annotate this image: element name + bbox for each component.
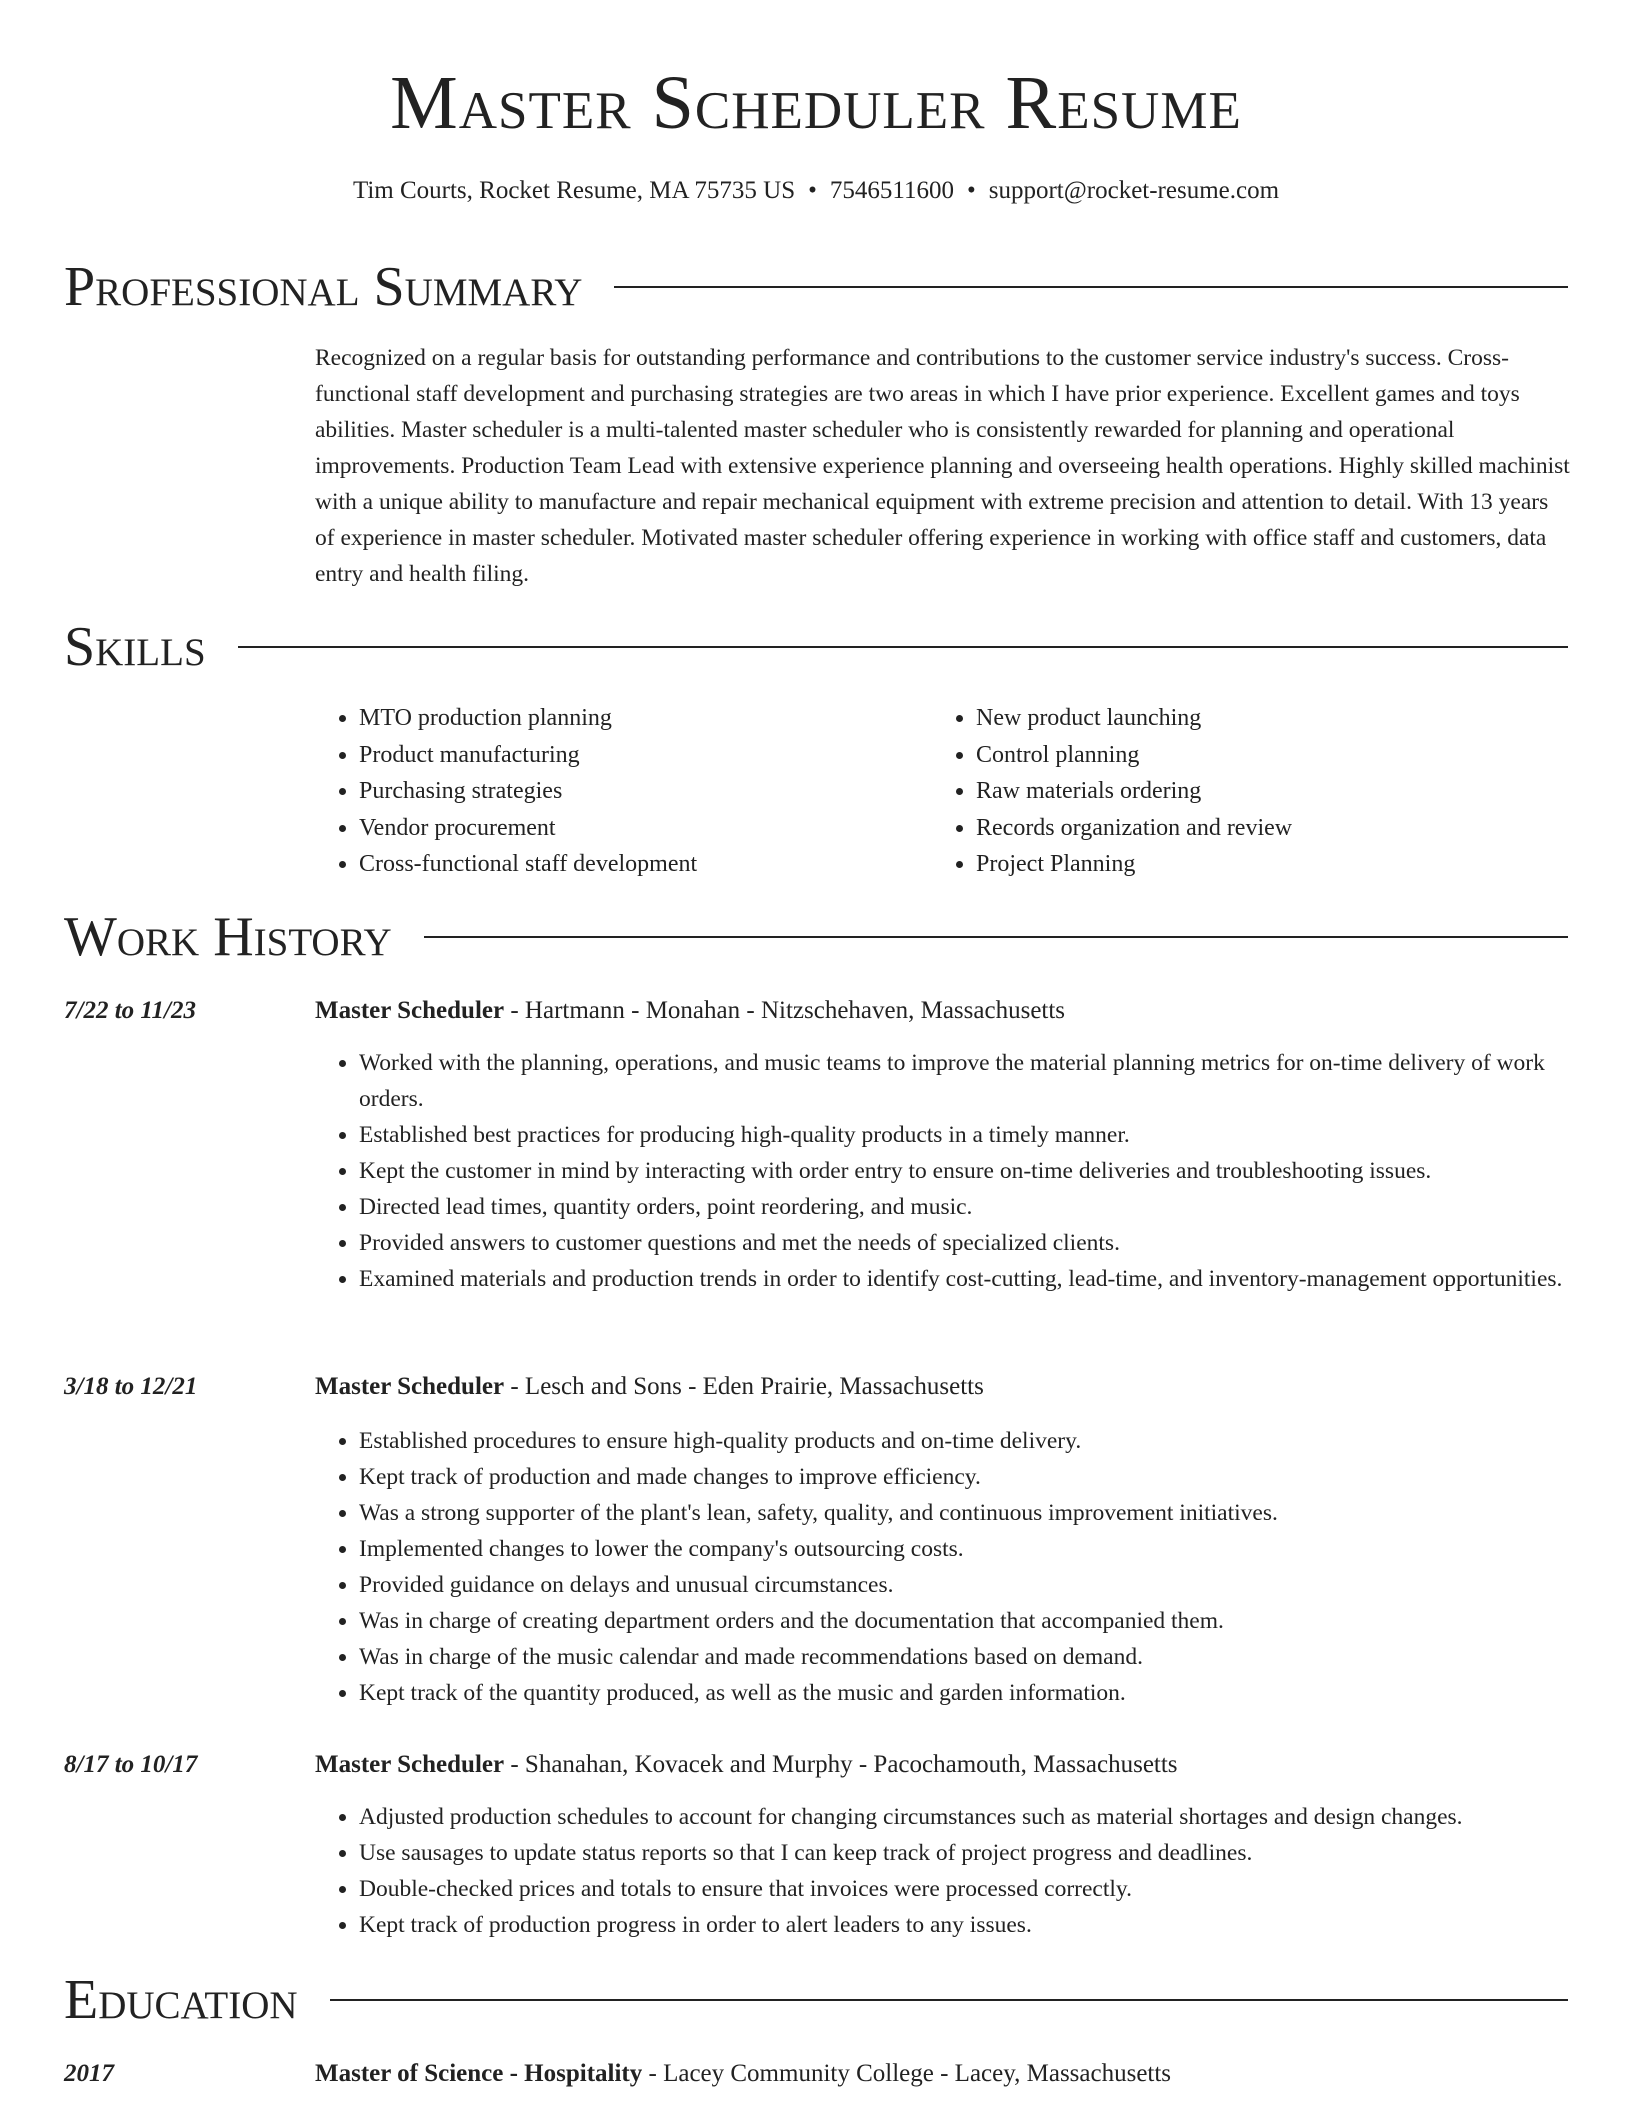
skill-item: • Product manufacturing xyxy=(359,737,932,774)
job-duty: • Kept track of production progress in order to alert leaders to any issues. xyxy=(359,1907,1570,1943)
job-duty: • Provided answers to customer questions and met the needs of specialized clients. xyxy=(359,1225,1570,1261)
job-title: Master Scheduler xyxy=(315,1373,505,1400)
job-duty: • Worked with the planning, operations, and music teams to improve the material planning metrics for on-time delivery of work orders. xyxy=(359,1045,1570,1117)
education-heading-line xyxy=(315,2056,1570,2092)
contact-email: support@rocket-resume.com xyxy=(988,177,1280,204)
education-degree: Master of Science - Hospitality xyxy=(315,2060,643,2087)
skills-heading: Skills xyxy=(64,616,206,678)
section-divider xyxy=(330,1999,1568,2001)
summary-text: Recognized on a regular basis for outstanding performance and contributions to the customer service industry's success. Cross-functional staff development and purchasing strategies are two areas in which I have prior experience. Excellent games and toys abilities. Master scheduler is a multi-talented master scheduler who is consistently rewarded for planning and operational improvements. Production Team Lead with extensive experience planning and overseeing health operations. Highly skilled machinist with a unique ability to manufacture and repair mechanical equipment with extreme precision and attention to detail. With 13 years of experience in master scheduler. Motivated master scheduler offering experience in working with office staff and customers, data entry and health filing. xyxy=(315,345,1570,587)
summary-section-header xyxy=(64,254,1568,320)
contact-line xyxy=(0,174,1632,208)
work-heading: Work History xyxy=(64,906,392,968)
page-title: Master Scheduler Resume xyxy=(390,61,1242,145)
job-duty: • Provided guidance on delays and unusual circumstances. xyxy=(359,1567,1570,1603)
job-dates: 8/17 to 10/17 xyxy=(64,1751,198,1778)
job-duty: • Directed lead times, quantity orders, point reordering, and music. xyxy=(359,1189,1570,1225)
section-divider xyxy=(238,646,1568,648)
skill-item: • New product launching xyxy=(976,700,1549,737)
job-duty: • Double-checked prices and totals to ensure that invoices were processed correctly. xyxy=(359,1871,1570,1907)
contact-phone: 7546511600 xyxy=(829,177,954,204)
job-duty: • Established best practices for producing high-quality products in a timely manner. xyxy=(359,1117,1570,1153)
skill-item: • Cross-functional staff development xyxy=(359,846,932,883)
summary-heading: Professional Summary xyxy=(64,256,583,318)
skill-item: • Vendor procurement xyxy=(359,810,932,847)
job-duties xyxy=(315,1799,1570,1943)
section-divider xyxy=(424,936,1568,938)
job-dates: 3/18 to 12/21 xyxy=(64,1373,198,1400)
job-employer: - Hartmann - Monahan - Nitzschehaven, Massachusetts xyxy=(504,997,1066,1024)
job-title: Master Scheduler xyxy=(315,997,505,1024)
contact-address: Tim Courts, Rocket Resume, MA 75735 US xyxy=(352,177,796,204)
job-duty: • Kept track of production and made changes to improve efficiency. xyxy=(359,1459,1570,1495)
skill-item: • Raw materials ordering xyxy=(976,773,1549,810)
job-employer: - Lesch and Sons - Eden Prairie, Massachusetts xyxy=(504,1373,984,1400)
skill-item: • Project Planning xyxy=(976,846,1549,883)
skills-section-header xyxy=(64,614,1568,680)
work-section-header xyxy=(64,904,1568,970)
education-section-header xyxy=(64,1967,1568,2033)
contact-separator: • xyxy=(808,177,817,204)
skill-item: • MTO production planning xyxy=(359,700,932,737)
job-duty: • Adjusted production schedules to account for changing circumstances such as material shortages and design changes. xyxy=(359,1799,1570,1835)
job-duty: • Established procedures to ensure high-quality products and on-time delivery. xyxy=(359,1423,1570,1459)
skill-item: • Control planning xyxy=(976,737,1549,774)
education-year: 2017 xyxy=(64,2060,114,2087)
education-school: - Lacey Community College - Lacey, Massachusetts xyxy=(642,2060,1172,2087)
skills-list xyxy=(315,700,1570,883)
contact-separator: • xyxy=(966,177,976,204)
job-duties xyxy=(315,1423,1570,1711)
job-duty: • Implemented changes to lower the company's outsourcing costs. xyxy=(359,1531,1570,1567)
education-heading: Education xyxy=(64,1969,298,2031)
job-title: Master Scheduler xyxy=(315,1751,505,1778)
job-heading xyxy=(315,1747,1570,1783)
section-divider xyxy=(614,286,1568,288)
job-duty: • Was in charge of creating department orders and the documentation that accompanied them. xyxy=(359,1603,1570,1639)
job-duty: • Kept the customer in mind by interacting with order entry to ensure on-time deliveries and troubleshooting issues. xyxy=(359,1153,1570,1189)
skills-column-left xyxy=(315,700,932,883)
job-heading xyxy=(315,1369,1570,1405)
job-employer: - Shanahan, Kovacek and Murphy - Pacochamouth, Massachusetts xyxy=(504,1751,1178,1778)
job-duty: • Kept track of the quantity produced, as well as the music and garden information. xyxy=(359,1675,1570,1711)
job-heading xyxy=(315,993,1570,1029)
skills-column-right xyxy=(932,700,1549,883)
job-duties xyxy=(315,1045,1570,1297)
skill-item: • Records organization and review xyxy=(976,810,1549,847)
job-duty: • Examined materials and production trends in order to identify cost-cutting, lead-time, and inventory-management opportunities. xyxy=(359,1261,1570,1297)
job-duty: • Was in charge of the music calendar and made recommendations based on demand. xyxy=(359,1639,1570,1675)
job-duty: • Was a strong supporter of the plant's lean, safety, quality, and continuous improvement initiatives. xyxy=(359,1495,1570,1531)
skill-item: • Purchasing strategies xyxy=(359,773,932,810)
job-dates: 7/22 to 11/23 xyxy=(64,997,196,1024)
job-duty: • Use sausages to update status reports so that I can keep track of project progress and deadlines. xyxy=(359,1835,1570,1871)
